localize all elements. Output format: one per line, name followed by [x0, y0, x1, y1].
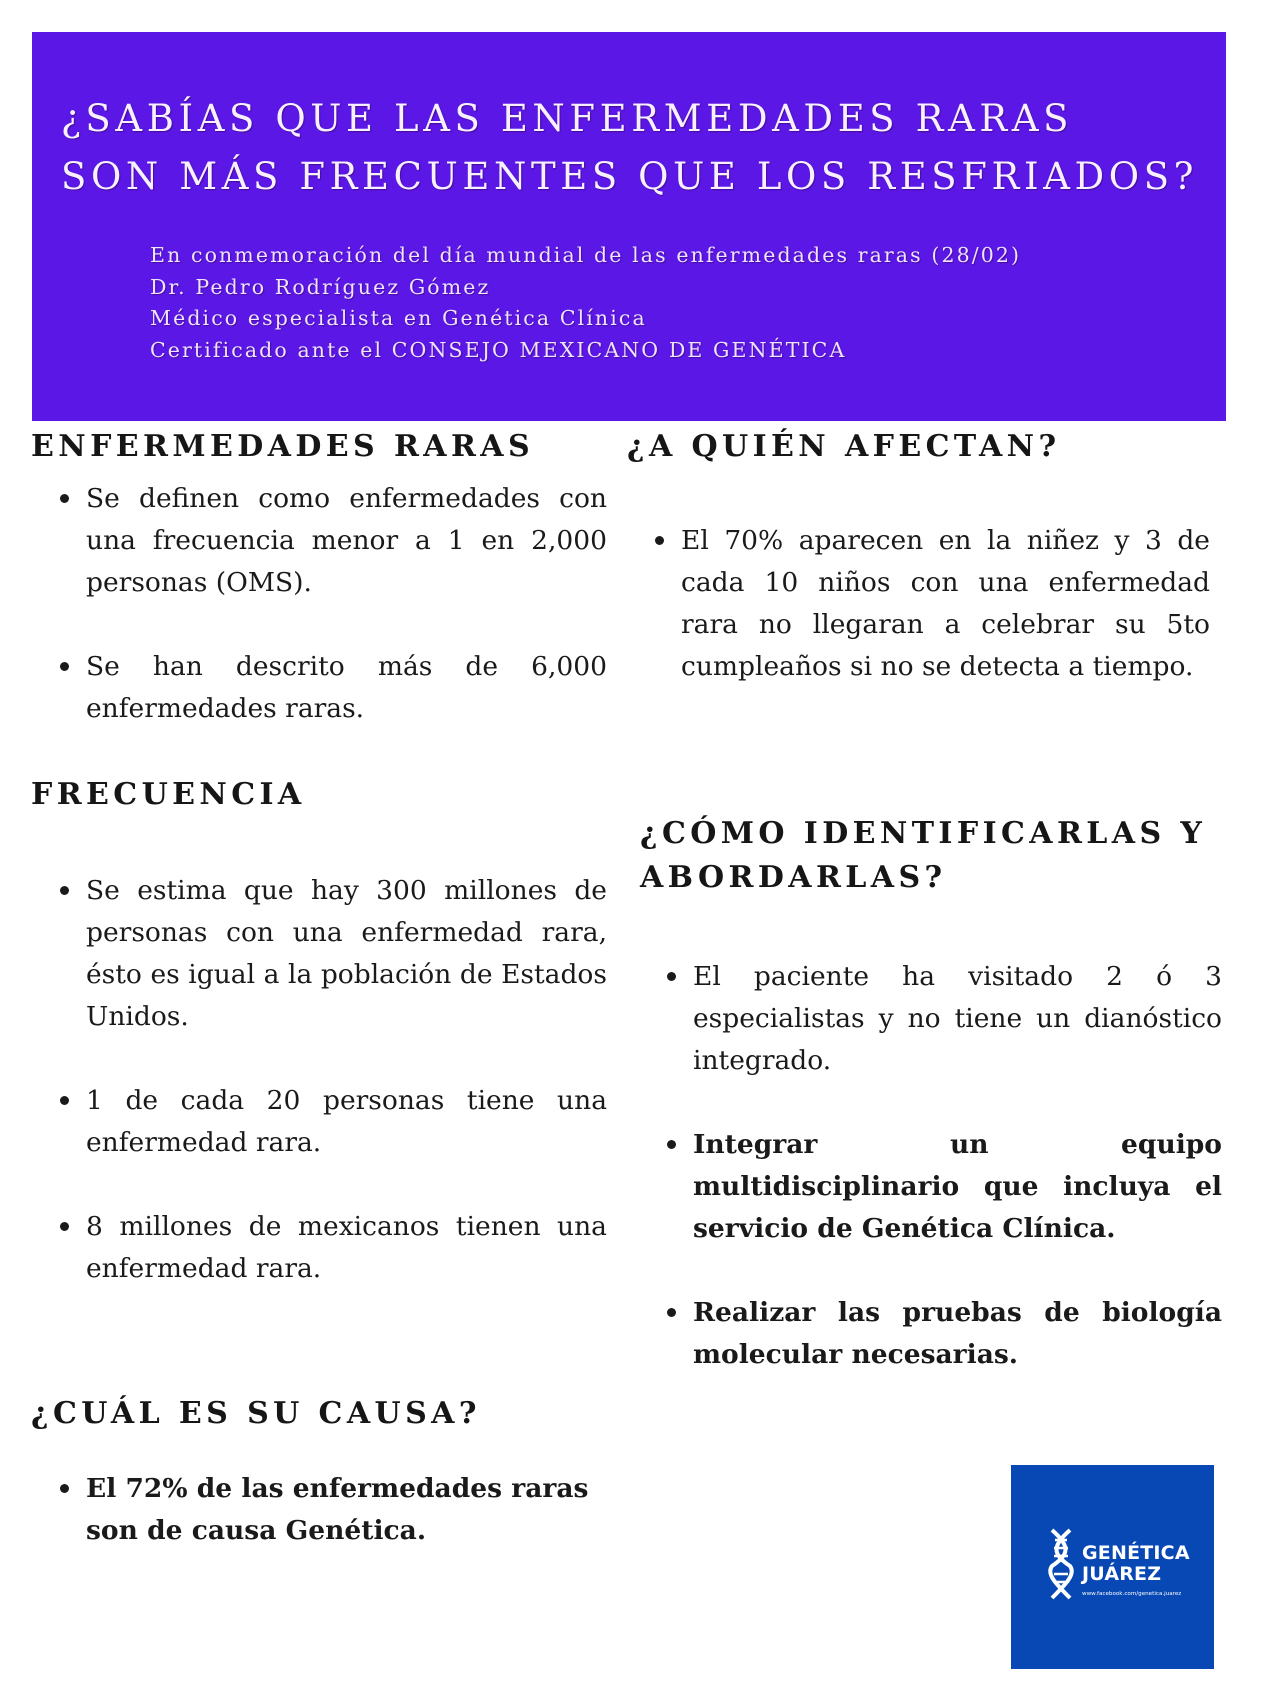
list-item: Se han descrito más de 6,000 enfermedades raras. — [86, 646, 607, 730]
subtitle-specialty: Médico especialista en Genética Clínica — [150, 306, 647, 330]
logo-facebook-url: www.facebook.com/genetica.juarez — [1082, 1591, 1182, 1597]
list-item: Se estima que hay 300 millones de personas con una enfermedad rara, ésto es igual a la población de Estados Unidos. — [86, 870, 607, 1038]
heading-enfermedades-raras: ENFERMEDADES RARAS — [31, 429, 535, 464]
list-como-identificarlas — [693, 956, 1222, 1082]
list-a-quien-afectan — [681, 520, 1210, 688]
heading-causa: ¿CUÁL ES SU CAUSA? — [31, 1396, 481, 1431]
list-causa — [86, 1468, 626, 1552]
bullet-icon — [60, 662, 69, 671]
main-title — [61, 90, 1198, 206]
bullet-icon — [667, 1140, 676, 1149]
genetica-juarez-logo — [1011, 1465, 1214, 1669]
list-item: El paciente ha visitado 2 ó 3 especialistas y no tiene un dianóstico integrado. — [693, 956, 1222, 1082]
list-item: El 70% aparecen en la niñez y 3 de cada 10 niños con una enfermedad rara no llegaran a celebrar su 5to cumpleaños si no se detecta a tiempo. — [681, 520, 1210, 688]
bullet-icon — [60, 494, 69, 503]
bullet-icon — [667, 1308, 676, 1317]
bullet-icon — [655, 536, 664, 545]
list-frecuencia — [86, 870, 607, 1290]
subtitle-certification: Certificado ante el CONSEJO MEXICANO DE GENÉTICA — [150, 337, 847, 362]
bullet-icon — [60, 1222, 69, 1231]
header-banner — [32, 32, 1226, 421]
title-line-1: ¿SABÍAS QUE LAS ENFERMEDADES RARAS — [61, 97, 1074, 140]
bullet-icon — [60, 1096, 69, 1105]
list-item: 1 de cada 20 personas tiene una enfermedad rara. — [86, 1080, 607, 1164]
bullet-icon — [60, 886, 69, 895]
heading-como-identificarlas: ¿CÓMO IDENTIFICARLAS Y ABORDARLAS? — [640, 816, 1207, 895]
heading-frecuencia: FRECUENCIA — [31, 777, 306, 812]
list-item: El 72% de las enfermedades raras son de causa Genética. — [86, 1468, 626, 1552]
logo-brand-name: GENÉTICA JUÁREZ — [1082, 1542, 1190, 1585]
subtitle-doctor-name: Dr. Pedro Rodríguez Gómez — [150, 274, 491, 299]
title-line-2: SON MÁS FRECUENTES QUE LOS RESFRIADOS? — [61, 155, 1199, 198]
heading-a-quien-afectan: ¿A QUIÉN AFECTAN? — [627, 429, 1061, 464]
list-item: Realizar las pruebas de biología molecular necesarias. — [693, 1292, 1222, 1376]
subtitle-block — [150, 240, 1021, 366]
bullet-icon — [667, 972, 676, 981]
list-item: 8 millones de mexicanos tienen una enfermedad rara. — [86, 1206, 607, 1290]
list-item: Se definen como enfermedades con una frecuencia menor a 1 en 2,000 personas (OMS). — [86, 478, 607, 604]
list-item: Integrar un equipo multidisciplinario que incluya el servicio de Genética Clínica. — [693, 1124, 1222, 1250]
subtitle-commemoration: En conmemoración del día mundial de las enfermedades raras (28/02) — [150, 243, 1022, 267]
list-como-abordarlas — [693, 1124, 1222, 1376]
dna-helix-icon — [1048, 1528, 1074, 1600]
list-enfermedades-raras — [86, 478, 607, 730]
bullet-icon — [60, 1484, 69, 1493]
